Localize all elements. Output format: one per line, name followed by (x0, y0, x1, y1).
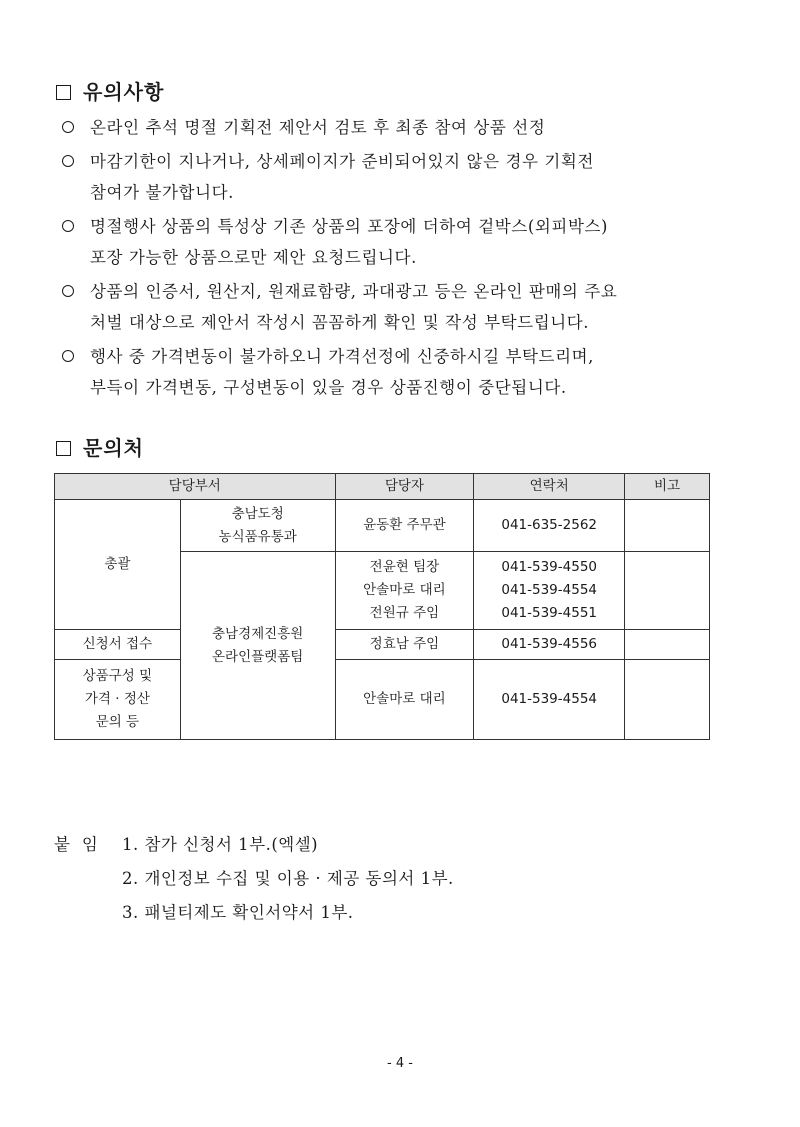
cell-note (625, 630, 710, 660)
cell-line: 041-539-4554 (501, 582, 597, 598)
circle-bullet-icon (62, 350, 74, 362)
checkbox-square-icon (56, 441, 71, 456)
note-line: 부득이 가격변동, 구성변동이 있을 경우 상품진행이 중단됩니다. (90, 378, 567, 397)
attachment-row (54, 896, 454, 930)
note-line: 상품의 인증서, 원산지, 원재료함량, 과대광고 등은 온라인 판매의 주요 (90, 282, 618, 301)
table-row (55, 500, 710, 552)
cell-note (625, 500, 710, 552)
checkbox-square-icon (56, 85, 71, 100)
contact-title-text: 문의처 (83, 436, 144, 460)
note-line: 행사 중 가격변동이 불가하오니 가격선정에 신중하시길 부탁드리며, (90, 347, 595, 366)
note-item (62, 112, 722, 143)
cell-note (625, 552, 710, 630)
cell-note (625, 660, 710, 740)
cell-general: 총괄 (55, 500, 181, 630)
circle-bullet-icon (62, 155, 74, 167)
circle-bullet-icon (62, 220, 74, 232)
cell-person: 안솔마로 대리 (335, 660, 474, 740)
contact-table (54, 473, 710, 740)
note-item (62, 341, 722, 403)
note-item (62, 146, 722, 208)
circle-bullet-icon (62, 285, 74, 297)
note-line: 참여가 불가합니다. (90, 183, 235, 202)
cell-line: 가격 · 정산 (84, 691, 150, 707)
header-dept: 담당부서 (55, 474, 336, 500)
cell-person (335, 552, 474, 630)
circle-bullet-icon (62, 121, 74, 133)
header-note: 비고 (625, 474, 710, 500)
attachment-item: 3. 패널티제도 확인서약서 1부. (122, 903, 354, 922)
cell-line: 충남경제진흥원 (212, 625, 304, 642)
attachment-row (54, 828, 454, 862)
cell-line: 전원규 주임 (369, 605, 440, 621)
page-number: - 4 - (387, 1056, 413, 1071)
contact-section-title (56, 432, 144, 461)
header-phone: 연락처 (474, 474, 625, 500)
note-item (62, 211, 722, 273)
table-row (55, 630, 710, 660)
cell-product (55, 660, 181, 740)
note-line: 포장 가능한 상품으로만 제안 요청드립니다. (90, 248, 417, 267)
attachment-item: 1. 참가 신청서 1부.(엑셀) (122, 835, 319, 854)
attachments-label: 붙 임 (54, 835, 99, 854)
cell-dept-province (180, 500, 335, 552)
cell-person: 윤동환 주무관 (335, 500, 474, 552)
table-header-row (55, 474, 710, 500)
notes-section-title (56, 76, 164, 105)
table-row (55, 660, 710, 740)
attachments (54, 828, 454, 930)
note-line: 마감기한이 지나거나, 상세페이지가 준비되어있지 않은 경우 기획전 (90, 152, 595, 171)
cell-line: 전윤현 팀장 (369, 559, 440, 575)
cell-dept-agency (180, 552, 335, 740)
cell-line: 충남도청 (231, 505, 284, 522)
cell-application: 신청서 접수 (55, 630, 181, 660)
note-line: 온라인 추석 명절 기획전 제안서 검토 후 최종 참여 상품 선정 (90, 118, 546, 137)
cell-line: 안솔마로 대리 (363, 582, 446, 598)
cell-line: 041-539-4550 (501, 559, 597, 575)
header-person: 담당자 (335, 474, 474, 500)
attachment-row (54, 862, 454, 896)
cell-phone (474, 552, 625, 630)
note-line: 명절행사 상품의 특성상 기존 상품의 포장에 더하여 겉박스(외피박스) (90, 217, 609, 236)
note-item (62, 276, 722, 338)
cell-line: 상품구성 및 (82, 668, 153, 684)
attachment-item: 2. 개인정보 수집 및 이용 · 제공 동의서 1부. (122, 869, 454, 888)
cell-phone: 041-539-4556 (474, 630, 625, 660)
cell-line: 농식품유통과 (218, 528, 297, 545)
notes-list (62, 112, 722, 406)
cell-phone: 041-539-4554 (474, 660, 625, 740)
cell-person: 정효남 주임 (335, 630, 474, 660)
cell-line: 문의 등 (95, 714, 140, 730)
cell-phone: 041-635-2562 (474, 500, 625, 552)
cell-line: 온라인플랫폼팀 (212, 648, 304, 665)
cell-line: 041-539-4551 (501, 605, 597, 621)
notes-title-text: 유의사항 (83, 80, 165, 104)
note-line: 처벌 대상으로 제안서 작성시 꼼꼼하게 확인 및 작성 부탁드립니다. (90, 313, 590, 332)
